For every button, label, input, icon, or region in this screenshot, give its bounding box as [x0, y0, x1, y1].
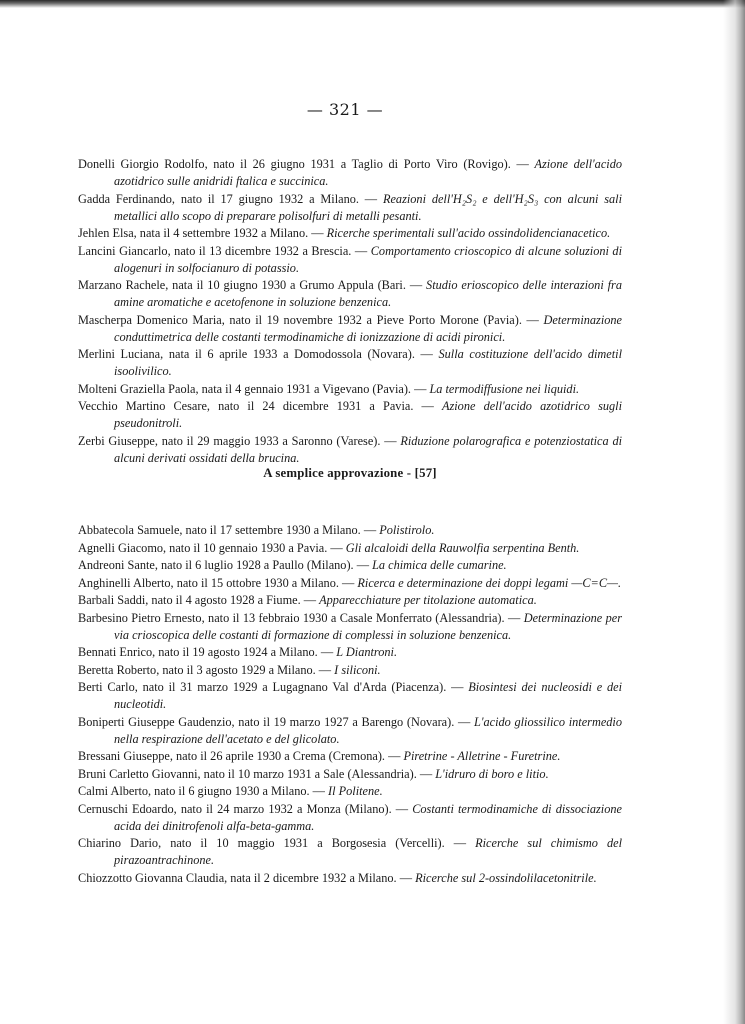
list-entry: Barbali Saddi, nato il 4 agosto 1928 a Fiume. — Apparecchiature per titolazione automatica.: [78, 593, 537, 607]
list-entry: Abbatecola Samuele, nato il 17 settembre 1930 a Milano. — Polistirolo.: [78, 523, 435, 537]
list-entry: Molteni Graziella Paola, nata il 4 gennaio 1931 a Vigevano (Pavia). — La termodiffusione nei liquidi.: [78, 381, 580, 396]
list-entry: Bruni Carletto Giovanni, nato il 10 marzo 1931 a Sale (Alessandria). — L'idruro di boro e litio.: [78, 766, 549, 781]
list-entry: Calmi Alberto, nato il 6 giugno 1930 a Milano. — Il Politene.: [78, 784, 383, 798]
list-entry: Mascherpa Domenico Maria, nato il 19 novembre 1932 a Pieve Porto Morone (Pavia). — Determinazione conduttimetrica delle costanti termodinamiche di ionizzazione di acidi pironici.: [78, 312, 622, 344]
list-entry: Lancini Giancarlo, nato il 13 dicembre 1932 a Brescia. — Comportamento crioscopico di alcune soluzioni di alogenuri in solfocianuro di potassio.: [78, 243, 622, 275]
section-heading: A semplice approvazione - [57]: [263, 466, 437, 480]
list-entry: Anghinelli Alberto, nato il 15 ottobre 1930 a Milano. — Ricerca e determinazione dei doppi legami —C=C—.: [78, 575, 622, 590]
scan-edge-right: [723, 0, 745, 1024]
graduate-list-second: [78, 522, 622, 887]
list-entry: Boniperti Giuseppe Gaudenzio, nato il 19 marzo 1927 a Barengo (Novara). — L'acido gliossilico intermedio nella respirazione dell'acetato e del glicolato.: [78, 714, 622, 746]
list-entry: Gadda Ferdinando, nato il 17 giugno 1932 a Milano. — Reazioni dell'H₂S₂ e dell'H₂S₃ con alcuni sali metallici allo scopo di preparare polisolfuri di metalli pesanti.: [78, 191, 623, 223]
list-entry: Andreoni Sante, nato il 6 luglio 1928 a Paullo (Milano). — La chimica delle cumarine.: [78, 558, 507, 572]
list-entry: Donelli Giorgio Rodolfo, nato il 26 giugno 1931 a Taglio di Porto Viro (Rovigo). — Azione dell'acido azotidrico sulle anidridi ftalica e succinica.: [78, 157, 622, 188]
list-entry: Vecchio Martino Cesare, nato il 24 dicembre 1931 a Pavia. — Azione dell'acido azotidrico sugli pseudonitroli.: [78, 399, 622, 430]
list-entry: Bressani Giuseppe, nato il 26 aprile 1930 a Crema (Cremona). — Piretrine - Alletrine - Furetrine.: [78, 749, 561, 763]
scan-edge-top: [0, 0, 745, 8]
graduate-list-first: [78, 156, 622, 467]
list-entry: Cernuschi Edoardo, nato il 24 marzo 1932 a Monza (Milano). — Costanti termodinamiche di dissociazione acida dei dinitrofenoli alfa-beta-gamma.: [78, 801, 622, 833]
list-entry: Zerbi Giuseppe, nato il 29 maggio 1933 a Saronno (Varese). — Riduzione polarografica e potenziostatica di alcuni derivati ossidati della brucina.: [78, 433, 623, 465]
list-entry: Jehlen Elsa, nata il 4 settembre 1932 a Milano. — Ricerche sperimentali sull'acido ossindolidencianacetico.: [78, 226, 611, 240]
list-entry: Bennati Enrico, nato il 19 agosto 1924 a Milano. — L Diantroni.: [78, 645, 398, 659]
list-entry: Agnelli Giacomo, nato il 10 gennaio 1930 a Pavia. — Gli alcaloidi della Rauwolfia serpentina Benth.: [78, 540, 580, 555]
list-entry: Beretta Roberto, nato il 3 agosto 1929 a Milano. — I siliconi.: [78, 662, 381, 677]
page-number: — 321 —: [306, 100, 384, 119]
list-entry: Barbesino Pietro Ernesto, nato il 13 febbraio 1930 a Casale Monferrato (Alessandria). — Determinazione per via crioscopica delle costanti di formazione di complessi in soluzione benzenica.: [78, 610, 623, 642]
list-entry: Marzano Rachele, nata il 10 giugno 1930 a Grumo Appula (Bari. — Studio erioscopico delle interazioni fra amine aromatiche e acetofenone in soluzione benzenica.: [78, 278, 622, 309]
list-entry: Chiozzotto Giovanna Claudia, nata il 2 dicembre 1932 a Milano. — Ricerche sul 2-ossindolilacetonitrile.: [78, 870, 597, 885]
list-entry: Merlini Luciana, nata il 6 aprile 1933 a Domodossola (Novara). — Sulla costituzione dell'acido dimetil isoolivilico.: [78, 347, 622, 378]
list-entry: Berti Carlo, nato il 31 marzo 1929 a Lugagnano Val d'Arda (Piacenza). — Biosintesi dei nucleosidi e dei nucleotidi.: [78, 680, 622, 711]
list-entry: Chiarino Dario, nato il 10 maggio 1931 a Borgosesia (Vercelli). — Ricerche sul chimismo del pirazoantrachinone.: [78, 836, 623, 867]
